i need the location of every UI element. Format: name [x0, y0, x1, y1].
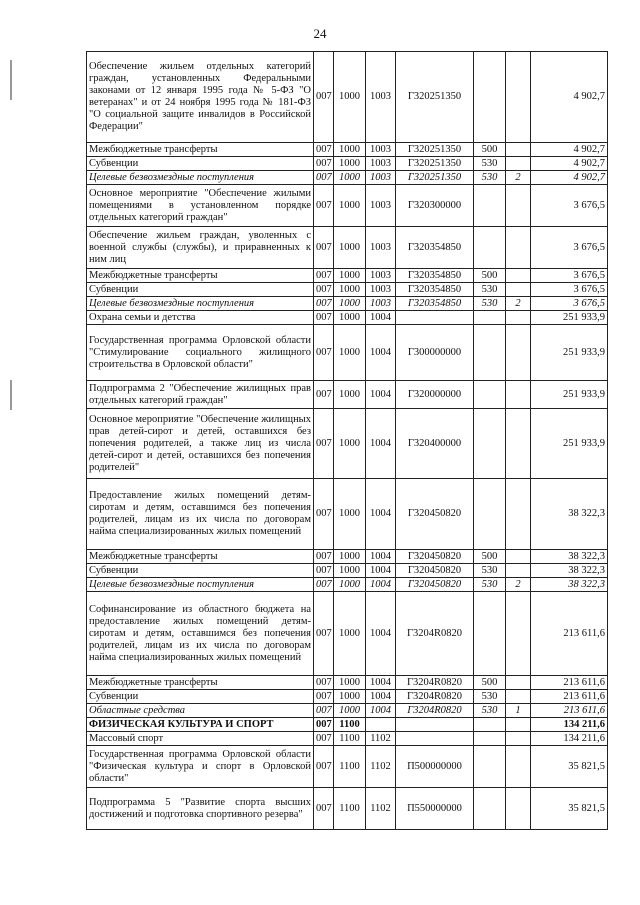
cell-pr: 1003: [366, 227, 396, 269]
cell-rz: 1100: [334, 746, 366, 788]
cell-vr: [474, 732, 506, 746]
cell-csr: Г320354850: [396, 269, 474, 283]
cell-csr: Г3204R0820: [396, 704, 474, 718]
cell-vr: 530: [474, 690, 506, 704]
cell-gr: 007: [314, 227, 334, 269]
table-row: [87, 311, 608, 325]
cell-name: Целевые безвозмездные поступления: [87, 578, 314, 592]
cell-sum: 3 676,5: [531, 297, 608, 311]
cell-sum: 134 211,6: [531, 732, 608, 746]
cell-src: [506, 409, 531, 479]
cell-sum: 4 902,7: [531, 143, 608, 157]
cell-sum: 213 611,6: [531, 592, 608, 676]
cell-gr: 007: [314, 269, 334, 283]
cell-pr: 1004: [366, 550, 396, 564]
cell-vr: 530: [474, 578, 506, 592]
table-row: [87, 157, 608, 171]
cell-name: Межбюджетные трансферты: [87, 269, 314, 283]
table-row: [87, 732, 608, 746]
cell-pr: 1004: [366, 676, 396, 690]
table-row: [87, 704, 608, 718]
cell-name: Подпрограмма 2 "Обеспечение жилищных прав отдельных категорий граждан": [87, 381, 314, 409]
cell-csr: Г320354850: [396, 283, 474, 297]
cell-csr: П550000000: [396, 788, 474, 830]
cell-rz: 1000: [334, 143, 366, 157]
cell-rz: 1000: [334, 171, 366, 185]
cell-name: Охрана семьи и детства: [87, 311, 314, 325]
cell-rz: 1000: [334, 297, 366, 311]
cell-pr: 1004: [366, 381, 396, 409]
cell-vr: [474, 788, 506, 830]
cell-pr: 1004: [366, 325, 396, 381]
cell-src: [506, 564, 531, 578]
cell-vr: [474, 52, 506, 143]
cell-pr: 1003: [366, 52, 396, 143]
cell-vr: 500: [474, 550, 506, 564]
cell-csr: Г320450820: [396, 578, 474, 592]
cell-rz: 1000: [334, 311, 366, 325]
cell-src: [506, 690, 531, 704]
table-row: [87, 479, 608, 550]
cell-name: Массовый спорт: [87, 732, 314, 746]
cell-src: 2: [506, 171, 531, 185]
cell-gr: 007: [314, 185, 334, 227]
cell-name: Предоставление жилых помещений детям-сиротам и детям, оставшимся без попечения родителей, лицам из их числа по договорам найма специализированных жилых помещений: [87, 479, 314, 550]
cell-vr: 500: [474, 676, 506, 690]
cell-vr: 530: [474, 171, 506, 185]
cell-pr: 1003: [366, 297, 396, 311]
cell-gr: 007: [314, 592, 334, 676]
cell-name: Субвенции: [87, 283, 314, 297]
cell-pr: 1102: [366, 788, 396, 830]
cell-src: [506, 157, 531, 171]
cell-vr: 530: [474, 564, 506, 578]
cell-src: [506, 143, 531, 157]
cell-src: [506, 381, 531, 409]
cell-vr: [474, 409, 506, 479]
cell-gr: 007: [314, 479, 334, 550]
cell-rz: 1000: [334, 325, 366, 381]
cell-gr: 007: [314, 157, 334, 171]
cell-rz: 1100: [334, 732, 366, 746]
cell-vr: 530: [474, 157, 506, 171]
cell-src: [506, 325, 531, 381]
cell-rz: 1000: [334, 409, 366, 479]
cell-src: 1: [506, 704, 531, 718]
cell-csr: Г320450820: [396, 479, 474, 550]
cell-src: [506, 479, 531, 550]
cell-rz: 1000: [334, 690, 366, 704]
cell-sum: 251 933,9: [531, 325, 608, 381]
cell-csr: Г320354850: [396, 297, 474, 311]
cell-name: Целевые безвозмездные поступления: [87, 171, 314, 185]
cell-src: [506, 592, 531, 676]
cell-sum: 3 676,5: [531, 185, 608, 227]
cell-rz: 1000: [334, 283, 366, 297]
cell-sum: 3 676,5: [531, 227, 608, 269]
cell-gr: 007: [314, 52, 334, 143]
cell-pr: 1004: [366, 479, 396, 550]
table-row: [87, 381, 608, 409]
cell-name: Основное мероприятие "Обеспечение жилыми помещениями в установленном порядке отдельных категорий граждан": [87, 185, 314, 227]
cell-rz: 1000: [334, 157, 366, 171]
cell-vr: [474, 381, 506, 409]
cell-gr: 007: [314, 732, 334, 746]
table-row: [87, 676, 608, 690]
cell-vr: 500: [474, 269, 506, 283]
cell-sum: 4 902,7: [531, 52, 608, 143]
cell-sum: 134 211,6: [531, 718, 608, 732]
cell-csr: Г300000000: [396, 325, 474, 381]
cell-name: Межбюджетные трансферты: [87, 550, 314, 564]
cell-pr: 1003: [366, 171, 396, 185]
cell-name: Государственная программа Орловской области "Стимулирование социального жилищного строительства в Орловской области": [87, 325, 314, 381]
cell-csr: [396, 311, 474, 325]
cell-name: ФИЗИЧЕСКАЯ КУЛЬТУРА И СПОРТ: [87, 718, 314, 732]
cell-name: Софинансирование из областного бюджета на предоставление жилых помещений детям-сиротам и детям, оставшимся без попечения родителей, лицам из их числа по договорам найма специализированных жилых помещений: [87, 592, 314, 676]
cell-sum: 251 933,9: [531, 409, 608, 479]
cell-csr: Г320354850: [396, 227, 474, 269]
budget-table: [86, 51, 608, 830]
cell-gr: 007: [314, 690, 334, 704]
table-row: [87, 185, 608, 227]
cell-src: [506, 269, 531, 283]
cell-gr: 007: [314, 718, 334, 732]
table-row: [87, 690, 608, 704]
cell-rz: 1000: [334, 381, 366, 409]
cell-gr: 007: [314, 325, 334, 381]
cell-rz: 1000: [334, 479, 366, 550]
cell-name: Целевые безвозмездные поступления: [87, 297, 314, 311]
cell-csr: Г320251350: [396, 171, 474, 185]
cell-src: [506, 185, 531, 227]
cell-sum: 3 676,5: [531, 283, 608, 297]
cell-pr: 1004: [366, 578, 396, 592]
cell-pr: 1004: [366, 409, 396, 479]
cell-src: [506, 746, 531, 788]
cell-src: 2: [506, 297, 531, 311]
cell-src: [506, 227, 531, 269]
cell-rz: 1000: [334, 704, 366, 718]
cell-rz: 1000: [334, 185, 366, 227]
table-row: [87, 578, 608, 592]
cell-csr: Г320450820: [396, 564, 474, 578]
table-row: [87, 550, 608, 564]
cell-rz: 1100: [334, 718, 366, 732]
cell-rz: 1100: [334, 788, 366, 830]
cell-name: Межбюджетные трансферты: [87, 143, 314, 157]
cell-src: [506, 283, 531, 297]
cell-name: Субвенции: [87, 690, 314, 704]
cell-gr: 007: [314, 788, 334, 830]
cell-vr: 530: [474, 297, 506, 311]
cell-pr: 1004: [366, 690, 396, 704]
cell-rz: 1000: [334, 227, 366, 269]
cell-name: Подпрограмма 5 "Развитие спорта высших достижений и подготовка спортивного резерва": [87, 788, 314, 830]
cell-gr: 007: [314, 578, 334, 592]
cell-csr: П500000000: [396, 746, 474, 788]
scan-edge-mark: [10, 60, 12, 100]
cell-name: Обеспечение жильем отдельных категорий граждан, установленных Федеральными законами от 12 января 1995 года № 5-ФЗ "О ветеранах" и от 24 ноября 1995 года № 181-ФЗ "О социальной защите инвалидов в Российской Федерации": [87, 52, 314, 143]
cell-src: [506, 550, 531, 564]
page-number: 24: [313, 26, 327, 41]
cell-vr: [474, 592, 506, 676]
cell-gr: 007: [314, 564, 334, 578]
cell-vr: [474, 479, 506, 550]
cell-pr: 1004: [366, 311, 396, 325]
cell-vr: 500: [474, 143, 506, 157]
cell-rz: 1000: [334, 52, 366, 143]
scan-edge-mark: [10, 380, 12, 410]
cell-csr: Г320251350: [396, 143, 474, 157]
cell-sum: 35 821,5: [531, 788, 608, 830]
cell-csr: [396, 718, 474, 732]
cell-sum: 38 322,3: [531, 479, 608, 550]
cell-rz: 1000: [334, 550, 366, 564]
cell-pr: 1004: [366, 564, 396, 578]
cell-sum: 213 611,6: [531, 676, 608, 690]
table-row: [87, 592, 608, 676]
cell-sum: 38 322,3: [531, 550, 608, 564]
cell-pr: 1003: [366, 283, 396, 297]
cell-gr: 007: [314, 676, 334, 690]
cell-csr: Г320251350: [396, 52, 474, 143]
cell-sum: 3 676,5: [531, 269, 608, 283]
cell-gr: 007: [314, 746, 334, 788]
table-row: [87, 52, 608, 143]
cell-vr: [474, 185, 506, 227]
cell-vr: [474, 325, 506, 381]
table-row: [87, 746, 608, 788]
cell-sum: 251 933,9: [531, 381, 608, 409]
cell-vr: [474, 227, 506, 269]
cell-vr: [474, 311, 506, 325]
cell-vr: 530: [474, 283, 506, 297]
cell-sum: 213 611,6: [531, 690, 608, 704]
table-row: [87, 143, 608, 157]
cell-name: Государственная программа Орловской области "Физическая культура и спорт в Орловской области": [87, 746, 314, 788]
cell-csr: Г320300000: [396, 185, 474, 227]
cell-src: [506, 676, 531, 690]
cell-src: [506, 718, 531, 732]
cell-gr: 007: [314, 704, 334, 718]
cell-gr: 007: [314, 409, 334, 479]
cell-gr: 007: [314, 171, 334, 185]
cell-csr: Г320400000: [396, 409, 474, 479]
cell-gr: 007: [314, 283, 334, 297]
cell-csr: Г3204R0820: [396, 676, 474, 690]
cell-csr: Г3204R0820: [396, 592, 474, 676]
cell-src: [506, 788, 531, 830]
table-row: [87, 325, 608, 381]
cell-name: Субвенции: [87, 564, 314, 578]
cell-gr: 007: [314, 381, 334, 409]
cell-csr: Г320251350: [396, 157, 474, 171]
cell-src: [506, 52, 531, 143]
cell-name: Основное мероприятие "Обеспечение жилищных прав детей-сирот и детей, оставшихся без попечения родителей, а также лиц из числа детей-сирот и детей, оставшихся без попечения родителей": [87, 409, 314, 479]
cell-name: Межбюджетные трансферты: [87, 676, 314, 690]
cell-name: Обеспечение жильем граждан, уволенных с военной службы (службы), и приравненных к ним лиц: [87, 227, 314, 269]
cell-src: [506, 311, 531, 325]
cell-vr: 530: [474, 704, 506, 718]
cell-pr: 1102: [366, 732, 396, 746]
cell-pr: 1102: [366, 746, 396, 788]
cell-pr: 1003: [366, 157, 396, 171]
cell-rz: 1000: [334, 676, 366, 690]
cell-pr: 1004: [366, 704, 396, 718]
cell-csr: Г320000000: [396, 381, 474, 409]
cell-name: Субвенции: [87, 157, 314, 171]
cell-sum: 4 902,7: [531, 171, 608, 185]
cell-pr: 1003: [366, 269, 396, 283]
cell-gr: 007: [314, 297, 334, 311]
cell-pr: 1004: [366, 592, 396, 676]
cell-sum: 4 902,7: [531, 157, 608, 171]
cell-csr: [396, 732, 474, 746]
cell-pr: [366, 718, 396, 732]
cell-rz: 1000: [334, 269, 366, 283]
table-row: [87, 283, 608, 297]
cell-gr: 007: [314, 311, 334, 325]
cell-name: Областные средства: [87, 704, 314, 718]
cell-pr: 1003: [366, 185, 396, 227]
table-row: [87, 227, 608, 269]
cell-rz: 1000: [334, 578, 366, 592]
cell-sum: 38 322,3: [531, 564, 608, 578]
cell-csr: Г3204R0820: [396, 690, 474, 704]
cell-src: 2: [506, 578, 531, 592]
table-row: [87, 297, 608, 311]
cell-gr: 007: [314, 143, 334, 157]
table-row: [87, 718, 608, 732]
cell-gr: 007: [314, 550, 334, 564]
cell-vr: [474, 718, 506, 732]
cell-csr: Г320450820: [396, 550, 474, 564]
cell-sum: 251 933,9: [531, 311, 608, 325]
table-row: [87, 564, 608, 578]
cell-rz: 1000: [334, 564, 366, 578]
table-row: [87, 409, 608, 479]
cell-vr: [474, 746, 506, 788]
cell-sum: 38 322,3: [531, 578, 608, 592]
table-row: [87, 788, 608, 830]
table-row: [87, 269, 608, 283]
table-row: [87, 171, 608, 185]
cell-sum: 35 821,5: [531, 746, 608, 788]
cell-pr: 1003: [366, 143, 396, 157]
cell-src: [506, 732, 531, 746]
cell-rz: 1000: [334, 592, 366, 676]
cell-sum: 213 611,6: [531, 704, 608, 718]
